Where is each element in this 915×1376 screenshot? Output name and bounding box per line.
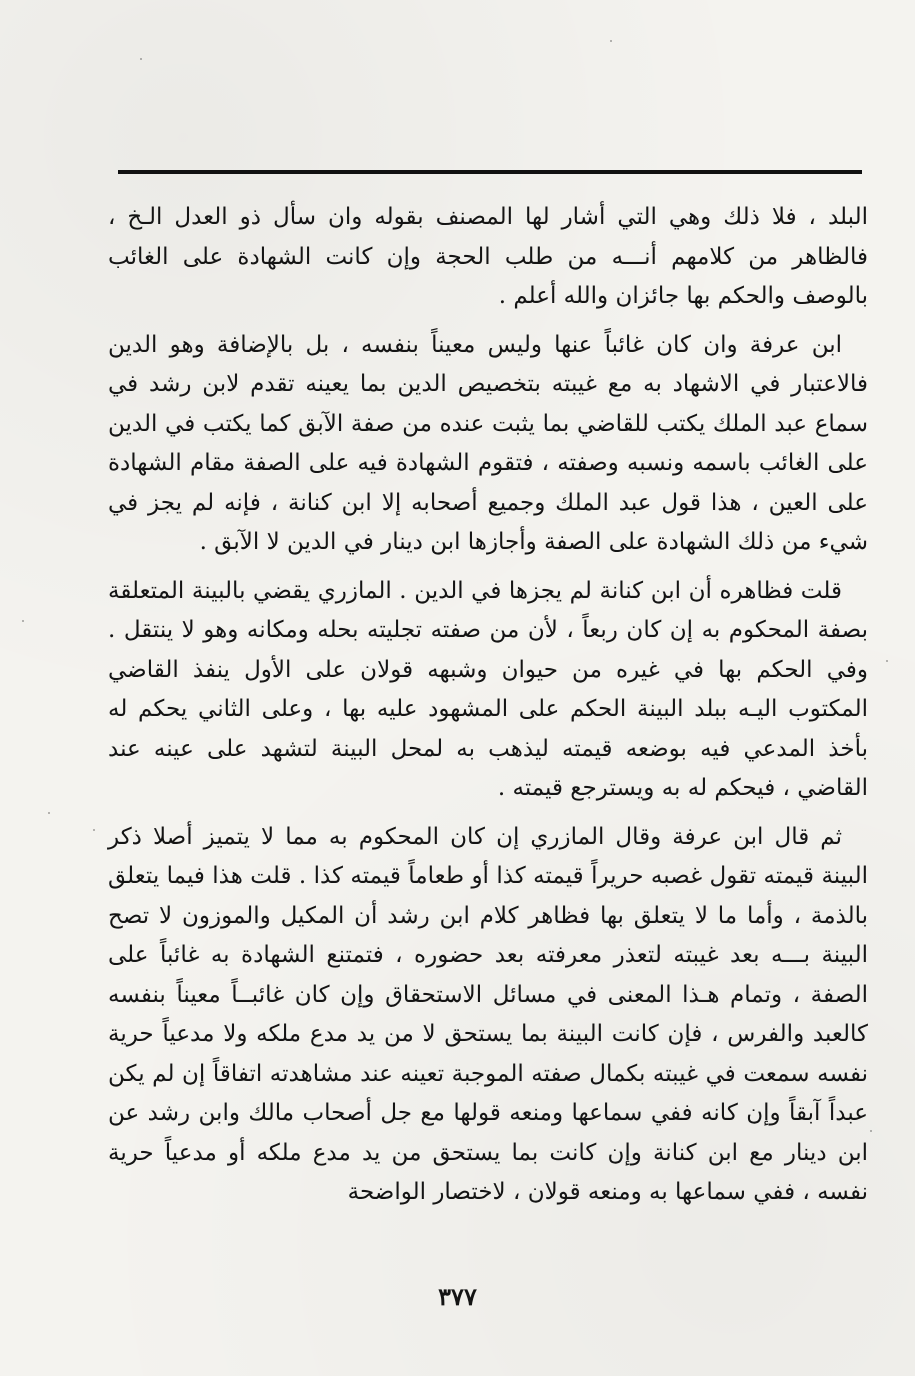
paragraph-2: ابن عرفة وان كان غائباً عنها وليس معيناً بنفسه ، بل بالإضافة وهو الدين فالاعتبار في الاشهاد به مع غيبته بتخصيص الدين بما يعينه تقدم لابن رشد في سماع عبد الملك يكتب للقاضي بما يثبت عنده من صفة الآبق كما يكتب في الدين على الغائب باسمه ونسبه وصفته ، فتقوم الشهادة فيه على الصفة مقام الشهادة على العين ، هذا قول عبد الملك وجميع أصحابه إلا ابن كنانة ، فإنه لم يجز في شيء من ذلك الشهادة على الصفة وأجازها ابن دينار في الدين لا الآبق . bbox=[108, 331, 868, 555]
scan-speck bbox=[140, 58, 142, 60]
scan-speck bbox=[22, 620, 24, 622]
scan-speck bbox=[48, 812, 50, 814]
paragraph-1: البلد ، فلا ذلك وهي التي أشار لها المصنف بقوله وان سأل ذو العدل الـخ ، فالظاهر من كلامهم أنـــه من طلب الحجة وإن كانت الشهادة على الغائب بالوصف والحكم بها جائزان والله أعلم . bbox=[108, 204, 868, 309]
scan-speck bbox=[610, 40, 612, 42]
body-text bbox=[108, 198, 868, 1213]
header-rule bbox=[118, 170, 862, 174]
scan-speck bbox=[886, 660, 888, 662]
paragraph-3: قلت فظاهره أن ابن كنانة لم يجزها في الدين . المازري يقضي بالبينة المتعلقة بصفة المحكوم به إن كان ربعاً ، لأن من صفته تجليته بحله ومكانه وهو لا ينتقل . وفي الحكم بها في غيره من حيوان وشبهه قولان على الأول ينفذ القاضي المكتوب اليـه ببلد البينة الحكم على المشهود عليه بها ، وعلى الثاني يحكم له بأخذ المدعي فيه بوضعه قيمته ليذهب به لمحل البينة لتشهد على عينه عند القاضي ، فيحكم له به ويسترجع قيمته . bbox=[108, 577, 868, 801]
scan-speck bbox=[93, 829, 95, 831]
scan-speck bbox=[870, 1130, 872, 1132]
paragraph-4: ثم قال ابن عرفة وقال المازري إن كان المحكوم به مما لا يتميز أصلا ذكر البينة قيمته تقول غصبه حريراً قيمته كذا أو طعاماً قيمته كذا . قلت هذا فيما يتعلق بالذمة ، وأما ما لا يتعلق بها فظاهر كلام ابن رشد أن المكيل والموزون لا تصح البينة بـــه بعد غيبته لتعذر معرفته بعد حضوره ، فتمتنع الشهادة به غائباً على الصفة ، وتمام هـذا المعنى في مسائل الاستحقاق وإن كان غائبــاً معيناً بنفسه كالعبد والفرس ، فإن كانت البينة بما يستحق لا من يد مدع ملكه ولا مدعياً حرية نفسه سمعت في غيبته بكمال صفته الموجبة تعينه عند مشاهدته اتفاقاً إن لم يكن عبداً آبقاً وإن كانه ففي سماعها ومنعه قولها مع جل أصحاب مالك وابن رشد عن ابن دينار مع ابن كنانة وإن كانت بما يستحق من يد مدع ملكه أو مدعياً حرية نفسه ، ففي سماعها به ومنعه قولان ، لاختصار الواضحة bbox=[108, 823, 868, 1205]
page-number: ٣٧٧ bbox=[438, 1282, 477, 1311]
